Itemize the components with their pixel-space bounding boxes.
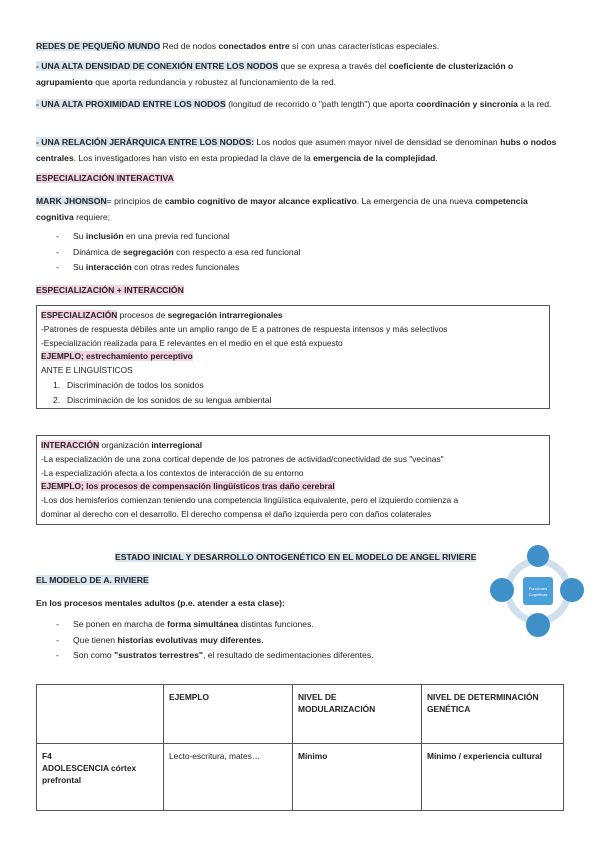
section-heading: ESPECIALIZACIÓN + INTERACCIÓN (36, 285, 184, 295)
list-item: - Su inclusión en una previa red funcional (36, 229, 560, 245)
box-title: INTERACCIÓN organización interregional (41, 440, 203, 450)
example-line: EJEMPLO; estrechamiento perceptivo (41, 351, 193, 362)
requirements-list (36, 229, 560, 276)
table-cell: Lecto-escritura, mates… (164, 744, 293, 811)
small-world-term: REDES DE PEQUEÑO MUNDO (36, 41, 161, 51)
table-header-row (37, 685, 564, 744)
hierarchy-paragraph: - UNA RELACIÓN JERÁRQUICA ENTRE LOS NODOS: Los nodos que asumen mayor nivel de densidad se denominan hubs o nodos centrales. Los investigadores han visto en esta propiedad la clave de la emergencia de la complejidad. (36, 137, 557, 163)
svg-text:Cognitivas: Cognitivas (528, 592, 548, 597)
diagram-node (526, 613, 550, 637)
density-paragraph: - UNA ALTA DENSIDAD DE CONEXIÓN ENTRE LOS NODOS que se expresa a través del coeficiente de clusterización o agrupamiento que aporta redundancia y robustez al funcionamiento de la red. (36, 61, 514, 87)
proximity-paragraph: - UNA ALTA PROXIMIDAD ENTRE LOS NODOS (longitud de recorrido o "path length") que aporta coordinación y sincronía a la red. (36, 99, 552, 109)
section-heading: EL MODELO DE A. RIVIERE (36, 575, 149, 585)
small-world-paragraph: REDES DE PEQUEÑO MUNDO Red de nodos conectados entre sí con unas características especiales. (36, 41, 440, 51)
example-line: EJEMPLO; los procesos de compensación lingüísticos tras daño cerebral (41, 481, 335, 492)
processes-list (36, 617, 480, 664)
diagram-node (527, 545, 549, 567)
cycle-diagram (480, 543, 588, 639)
list-item: - Dinámica de segregación con respecto a esa red funcional (36, 245, 560, 261)
list-item: - Que tienen historias evolutivas muy diferentes. (36, 633, 480, 649)
numbered-list (41, 378, 545, 409)
box-title: ESPECIALIZACIÓN procesos de segregación intrarregionales (41, 310, 283, 320)
table-row (37, 744, 564, 811)
table-header-cell: EJEMPLO (164, 685, 293, 744)
diagram-node (490, 578, 514, 602)
list-item: - Su interacción con otras redes funcionales (36, 260, 560, 276)
table-header-cell: NIVEL DE DETERMINACIÓN GENÉTICA (422, 685, 564, 744)
list-item: 2. Discriminación de los sonidos de su lengua ambiental (53, 395, 272, 406)
diagram-node (560, 578, 584, 602)
intro-line: En los procesos mentales adultos (p.e. atender a esta clase): (36, 598, 285, 608)
table-cell: Mínimo (293, 744, 422, 811)
list-item: 1. Discriminación de todos los sonidos (53, 379, 204, 390)
riviere-table (36, 684, 564, 811)
list-item: - Son como "sustratos terrestres", el resultado de sedimentaciones diferentes. (36, 648, 480, 664)
table-header-cell: NIVEL DE MODULARIZACIÓN (293, 685, 422, 744)
diagram-center-label: Funciones (528, 586, 548, 591)
johnson-paragraph: MARK JHONSON= principios de cambio cognitivo de mayor alcance explicativo. La emergencia de una nueva competencia cognitiva requiere; (36, 196, 528, 222)
table-cell: F4 ADOLESCENCIA córtex prefrontal (37, 744, 164, 811)
interaction-box: INTERACCIÓN organización interregional -La especialización de una zona cortical depende de los patrones de actividad/conectividad de sus "vecinas" -La especialización afecta a los contextos de interacción de su entorno EJEMPLO; los procesos de compensación lingüísticos tras daño cerebral -Los dos hemisferios comienzan teniendo una competencia lingüística equivalente, pero el izquierdo comienza a dominar al derecho con el desarrollo. El derecho compensa el daño izquierda pero con daños colaterales (36, 435, 550, 525)
table-header-cell (37, 685, 164, 744)
section-heading: ESPECIALIZACIÓN INTERACTIVA (36, 173, 174, 183)
section-title: ESTADO INICIAL Y DESARROLLO ONTOGENÉTICO EN EL MODELO DE ANGEL RIVIERE (115, 552, 477, 562)
diagram-center (523, 577, 553, 605)
table-cell: Mínimo / experiencia cultural (422, 744, 564, 811)
list-item: - Se ponen en marcha de forma simultánea distintas funciones. (36, 617, 480, 633)
specialization-box: ESPECIALIZACIÓN procesos de segregación intrarregionales -Patrones de respuesta débiles ante un amplio rango de E a patrones de respuesta intensos y más selectivos -Especialización realizada para E relevantes en el medio en el que está expuesto EJEMPLO; estrechamiento perceptivo ANTE E LINGUÍSTICOS 1. Discriminación de todos los sonidos 2. Discriminación de los sonidos de su lengua ambiental (36, 305, 550, 409)
